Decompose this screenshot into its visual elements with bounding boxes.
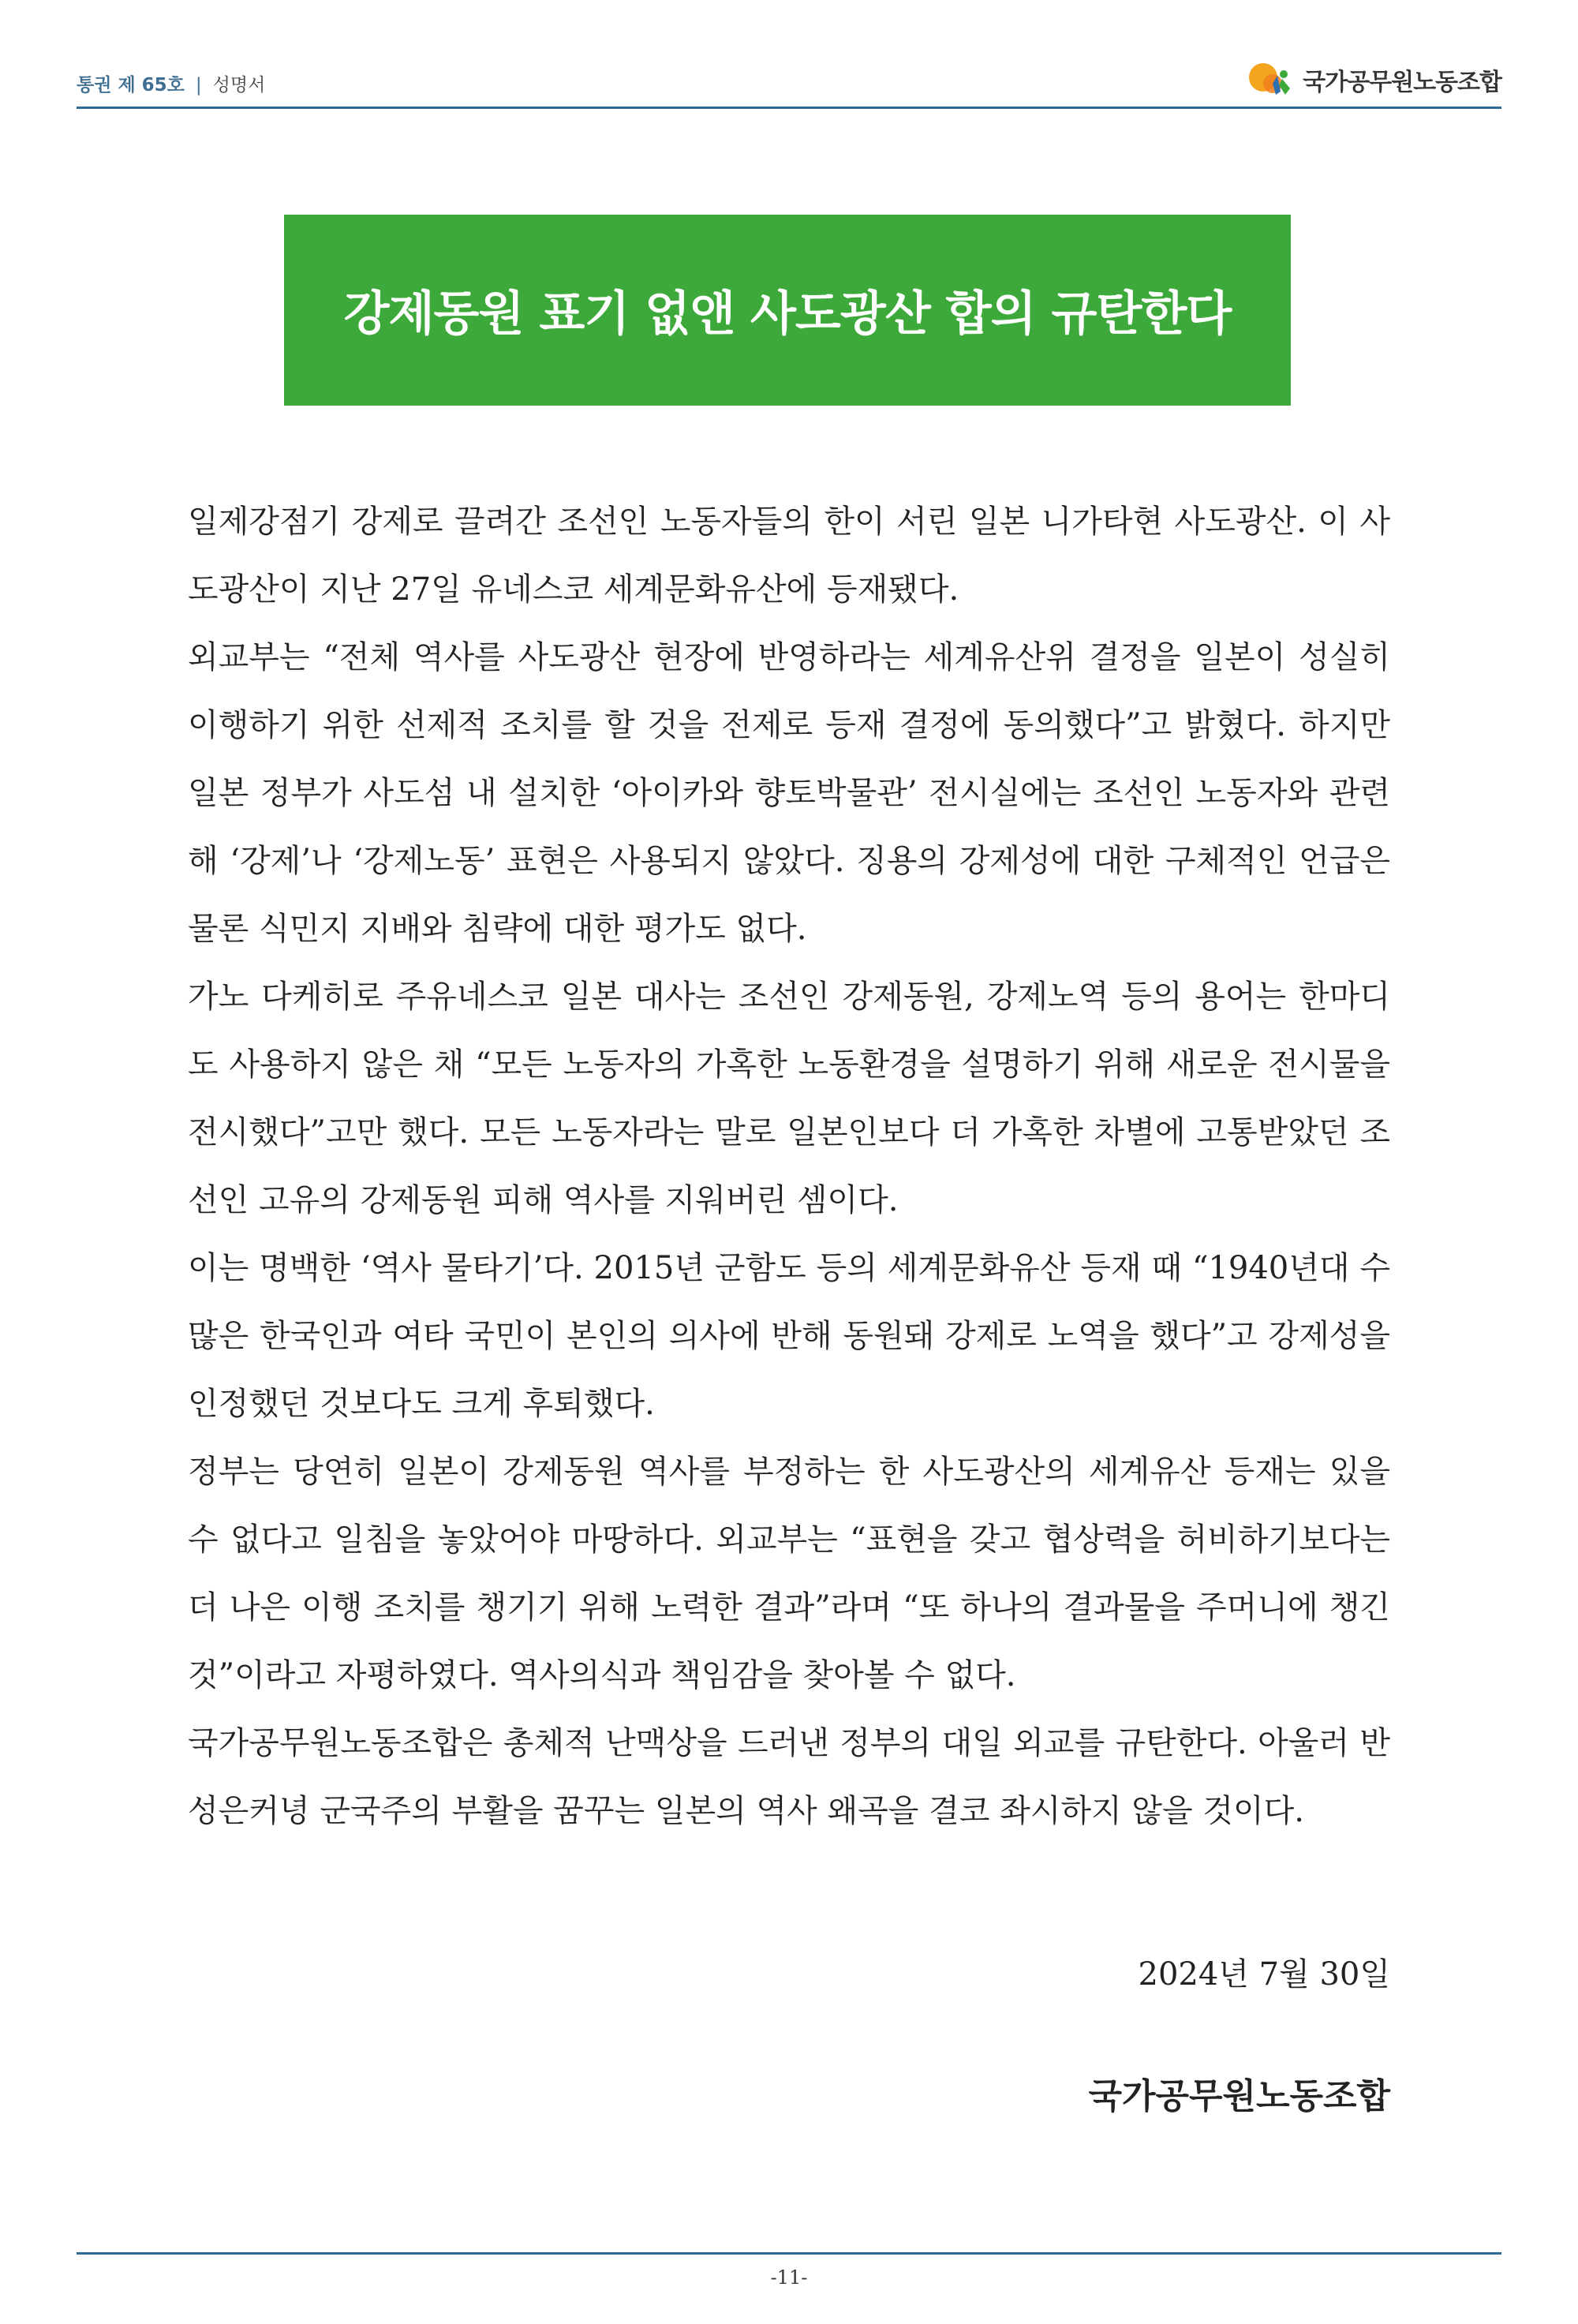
statement-date: 2024년 7월 30일 — [1138, 1956, 1390, 1993]
issue-info — [77, 70, 265, 96]
page-header — [77, 62, 1501, 107]
paragraph: 가노 다케히로 주유네스코 일본 대사는 조선인 강제동원, 강제노역 등의 용어는 한마디도 사용하지 않은 채 “모든 노동자의 가혹한 노동환경을 설명하기 위해 새로운 전시물을 전시했다”고만 했다. 모든 노동자라는 말로 일본인보다 더 가혹한 차별에 고통받았던 조선인 고유의 강제동원 피해 역사를 지워버린 셈이다. — [188, 979, 1390, 1218]
paragraph: 국가공무원노동조합은 총체적 난맥상을 드러낸 정부의 대일 외교를 규탄한다. 아울러 반성은커녕 군국주의 부활을 꿈꾸는 일본의 역사 왜곡을 결코 좌시하지 않을 것이다. — [188, 1725, 1391, 1829]
page-number: -11- — [770, 2266, 808, 2288]
statement-body — [188, 488, 1390, 1845]
org-logo-text: 국가공무원노동조합 — [1303, 69, 1501, 96]
signature: 국가공무원노동조합 — [1088, 2076, 1390, 2116]
issue-number: 통권 제 65호 — [77, 75, 185, 95]
paragraph: 이는 명백한 ‘역사 물타기’다. 2015년 군함도 등의 세계문화유산 등재 때 “1940년대 수많은 한국인과 여타 국민이 본인의 의사에 반해 동원돼 강제로 노역을 했다”고 강제성을 인정했던 것보다도 크게 후퇴했다. — [188, 1250, 1390, 1422]
header-separator: | — [195, 75, 202, 95]
paragraph: 외교부는 “전체 역사를 사도광산 현장에 반영하라는 세계유산위 결정을 일본이 성실히 이행하기 위한 선제적 조치를 할 것을 전제로 등재 결정에 동의했다”고 밝혔다. 하지만 일본 정부가 사도섬 내 설치한 ‘아이카와 향토박물관’ 전시실에는 조선인 노동자와 관련해 ‘강제’나 ‘강제노동’ 표현은 사용되지 않았다. 징용의 강제성에 대한 구체적인 언급은 물론 식민지 지배와 침략에 대한 평가도 없다. — [188, 639, 1390, 947]
paragraph: 일제강점기 강제로 끌려간 조선인 노동자들의 한이 서린 일본 니가타현 사도광산. 이 사도광산이 지난 27일 유네스코 세계문화유산에 등재됐다. — [188, 503, 1390, 608]
header-divider — [77, 107, 1501, 109]
paragraph: 정부는 당연히 일본이 강제동원 역사를 부정하는 한 사도광산의 세계유산 등재는 있을 수 없다고 일침을 놓았어야 마땅하다. 외교부는 “표현을 갖고 협상력을 허비하기보다는 더 나은 이행 조치를 챙기기 위해 노력한 결과”라며 “또 하나의 결과물을 주머니에 챙긴 것”이라고 자평하였다. 역사의식과 책임감을 찾아볼 수 없다. — [188, 1454, 1390, 1693]
document-type: 성명서 — [212, 75, 266, 95]
statement-title: 강제동원 표기 없앤 사도광산 합의 규탄한다 — [343, 286, 1232, 342]
footer-divider — [77, 2252, 1501, 2255]
org-logo — [1246, 60, 1501, 99]
union-logo-icon — [1246, 60, 1295, 99]
title-banner — [284, 215, 1291, 406]
